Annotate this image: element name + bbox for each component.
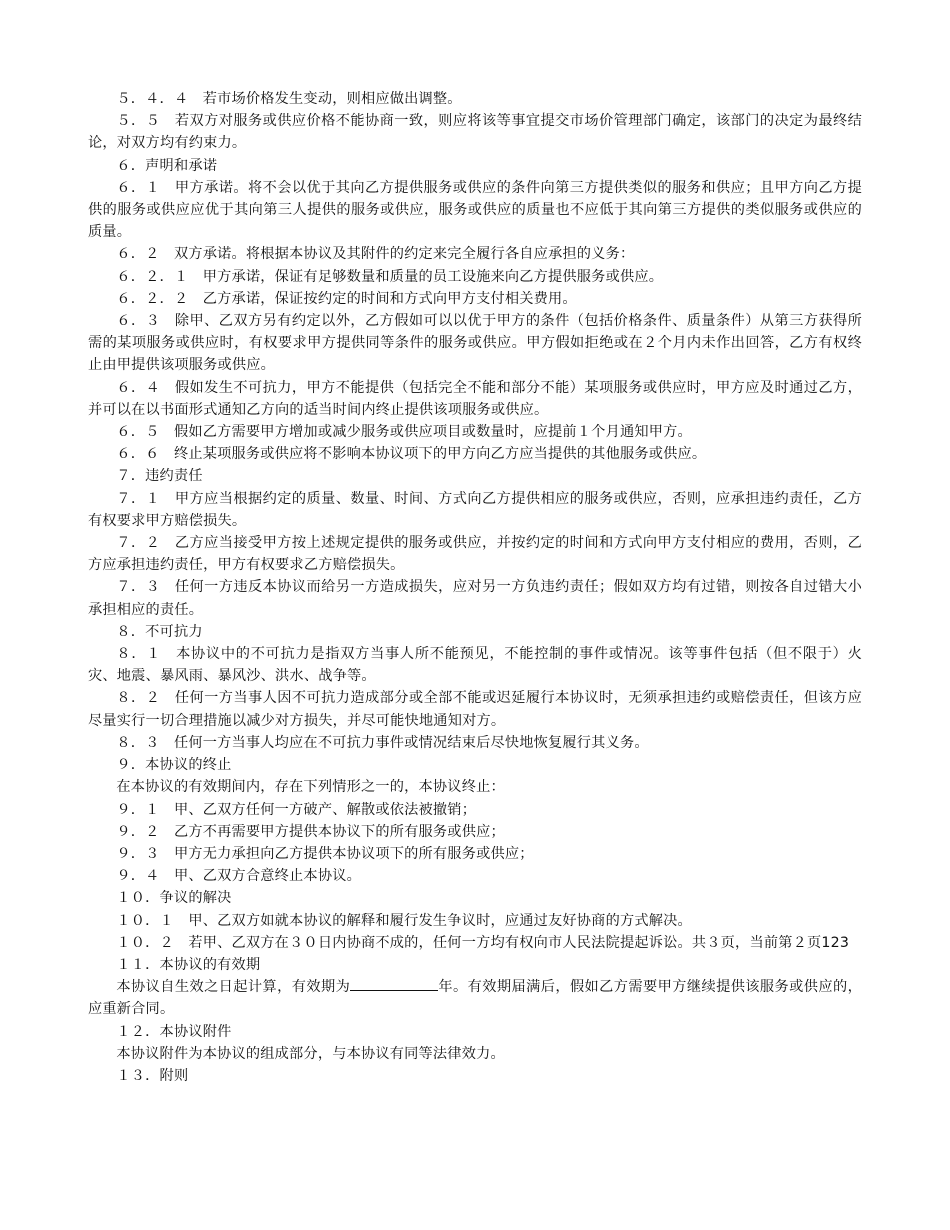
clause-9-2: ９．２ 乙方不再需要甲方提供本协议下的所有服务或供应； <box>116 823 505 840</box>
clause-9-4: ９．４ 甲、乙双方合意终止本协议。 <box>116 868 361 885</box>
clause-9-intro: 在本协议的有效期间内，存在下列情形之一的，本协议终止： <box>116 779 505 796</box>
section-11-heading: １１．本协议的有效期 <box>116 956 261 973</box>
clause-6-5: ６．５ 假如乙方需要甲方增加或减少服务或供应项目或数量时，应提前１个月通知甲方。 <box>116 424 692 441</box>
section-7-heading: ７．违约责任 <box>116 468 203 485</box>
clause-8-1: ８．１ 本协议中的不可抗力是指双方当事人所不能预见，不能控制的事件或情况。该等事件包括（但不限于）火灾、地震、暴风雨、暴风沙、洪水、战争等。 <box>88 646 862 685</box>
section-6-heading: ６．声明和承诺 <box>116 157 218 174</box>
clause-7-1: ７．１ 甲方应当根据约定的质量、数量、时间、方式向乙方提供相应的服务或供应，否则，应承担违约责任，乙方有权要求甲方赔偿损失。 <box>88 490 862 529</box>
section-9-heading: ９．本协议的终止 <box>116 757 232 774</box>
clause-7-2: ７．２ 乙方应当接受甲方按上述规定提供的服务或供应，并按约定的时间和方式向甲方支付相应的费用，否则，乙方应承担违约责任，甲方有权要求乙方赔偿损失。 <box>88 535 862 574</box>
section-8-heading: ８．不可抗力 <box>116 623 203 640</box>
clause-6-2-1: ６．２．１ 甲方承诺，保证有足够数量和质量的员工设施来向乙方提供服务或供应。 <box>116 268 664 285</box>
clause-6-3: ６．３ 除甲、乙双方另有约定以外，乙方假如可以以优于甲方的条件（包括价格条件、质量条件）从第三方获得所需的某项服务或供应时，有权要求甲方提供同等条件的服务或供应。甲方假如拒绝或在２个月内未作出回答，乙方有权终止由甲提供该项服务或供应。 <box>88 313 862 374</box>
clause-9-3: ９．３ 甲方无力承担向乙方提供本协议项下的所有服务或供应； <box>116 845 534 862</box>
clause-5-5: ５．５ 若双方对服务或供应价格不能协商一致，则应将该等事宜提交市场价管理部门确定，该部门的决定为最终结论，对双方均有约束力。 <box>88 113 862 152</box>
clause-6-2-2: ６．２．２ 乙方承诺，保证按约定的时间和方式向甲方支付相关费用。 <box>116 290 577 307</box>
validity-years-blank <box>350 976 438 991</box>
clause-6-1: ６．１ 甲方承诺。将不会以优于其向乙方提供服务或供应的条件向第三方提供类似的服务和供应；且甲方向乙方提供的服务或供应应优于其向第三人提供的服务或供应，服务或供应的质量也不应低于其向第三方提供的类似服务或供应的质量。 <box>88 179 862 241</box>
clause-5-4-4: ５．４．４ 若市场价格发生变动，则相应做出调整。 <box>116 91 462 107</box>
section-12-heading: １２．本协议附件 <box>116 1023 232 1040</box>
clause-9-1: ９．１ 甲、乙双方任何一方破产、解散或依法被撤销； <box>116 801 477 818</box>
clause-6-2: ６．２ 双方承诺。将根据本协议及其附件的约定来完全履行各自应承担的义务： <box>116 246 635 263</box>
clause-8-3: ８．３ 任何一方当事人均应在不可抗力事件或情况结束后尽快地恢复履行其义务。 <box>116 734 649 751</box>
clause-6-6: ６．６ 终止某项服务或供应将不影响本协议项下的甲方向乙方应当提供的其他服务或供应。 <box>116 446 707 463</box>
clause-6-4: ６．４ 假如发生不可抗力，甲方不能提供（包括完全不能和部分不能）某项服务或供应时，甲方应及时通过乙方，并可以在以书面形式通知乙方向的适当时间内终止提供该项服务或供应。 <box>88 379 862 418</box>
clause-10-1: １０．１ 甲、乙双方如就本协议的解释和履行发生争议时，应通过友好协商的方式解决。 <box>116 912 692 929</box>
clause-10-2: １０．２ 若甲、乙双方在３０日内协商不成的，任何一方均有权向市人民法院提起诉讼。共３页，当前第２页123 <box>116 934 850 951</box>
clause-8-2: ８．２ 任何一方当事人因不可抗力造成部分或全部不能或迟延履行本协议时，无须承担违约或赔偿责任，但该方应尽量实行一切合理措施以减少对方损失，并尽可能快地通知对方。 <box>88 690 862 729</box>
clause-7-3: ７．３ 任何一方违反本协议而给另一方造成损失，应对另一方负违约责任；假如双方均有过错，则按各自过错大小承担相应的责任。 <box>88 579 862 618</box>
validity-text-before: 本协议自生效之日起计算，有效期为 <box>116 979 351 996</box>
clause-11-validity <box>88 976 862 1020</box>
validity-text-after: 年。有效期届满后，假如乙方需要甲方继续提供该服务或供应的，应重新合同。 <box>88 979 862 1018</box>
document-body <box>88 88 862 1087</box>
section-13-heading: １３．附则 <box>116 1067 189 1084</box>
clause-12-text: 本协议附件为本协议的组成部分，与本协议有同等法律效力。 <box>116 1045 505 1062</box>
section-10-heading: １０．争议的解决 <box>116 890 232 907</box>
